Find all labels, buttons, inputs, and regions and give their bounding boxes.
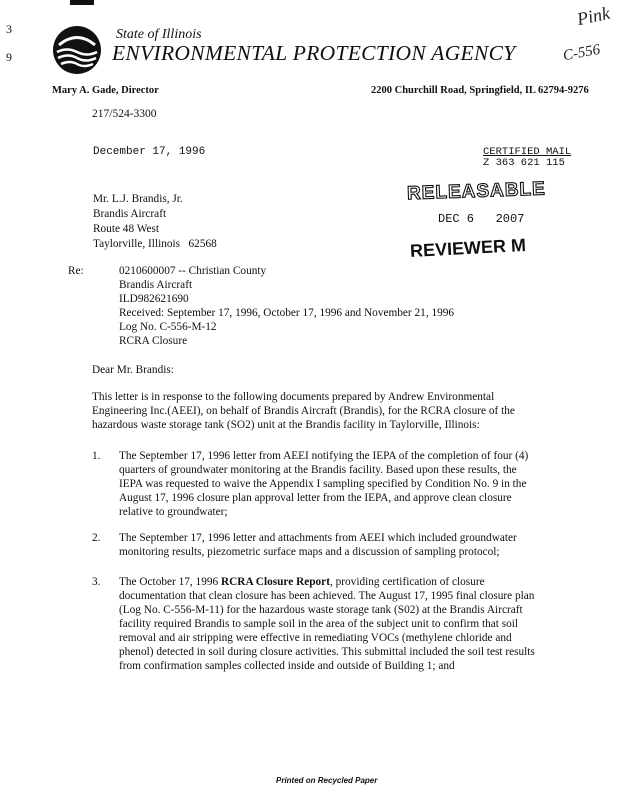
letter-date: December 17, 1996 (93, 146, 206, 158)
item-text (119, 531, 517, 559)
agency-address: 2200 Churchill Road, Springfield, IL 62794-9276 (371, 85, 589, 96)
item-line: documentation that clean closure has been achieved. The August 17, 1995 final closure plan (119, 590, 535, 602)
item-line: IEPA was requested to waive the Appendix I sampling specified by Condition No. 9 in the (119, 478, 527, 490)
item-line: (Log No. C-556-M-11) for the hazardous waste storage tank (S02) at the Brandis Aircraft (119, 604, 523, 616)
item-line: The September 17, 1996 letter and attachments from AEEI which included groundwater (119, 532, 517, 544)
recipient-line: Mr. L.J. Brandis, Jr. (93, 193, 183, 205)
re-line: Log No. C-556-M-12 (119, 321, 217, 333)
certified-mail-number: Z 363 621 115 (483, 157, 565, 169)
agency-logo-icon (52, 25, 102, 75)
handwritten-code: C-556 (561, 41, 602, 65)
recipient-address (93, 192, 217, 252)
item-number: 1. (92, 450, 101, 462)
re-block (119, 264, 454, 348)
director-name: Mary A. Gade, Director (52, 85, 159, 96)
re-line: RCRA Closure (119, 335, 188, 347)
phone-number: 217/524-3300 (92, 108, 157, 120)
recipient-line: Taylorville, Illinois 62568 (93, 238, 217, 250)
item-line: removal and air stripping were effective in remediating VOCs (methylene chloride and (119, 632, 512, 644)
item-line (119, 575, 535, 589)
re-label: Re: (68, 265, 84, 277)
recipient-line: Brandis Aircraft (93, 208, 167, 220)
item-line-suffix: , providing certification of closure (329, 576, 485, 588)
item-line: August 17, 1996 closure plan approval letter from the IEPA, and approve clean closure (119, 492, 512, 504)
item-line: from confirmation samples collected inside and outside of Building 1; and (119, 660, 455, 672)
item-line: quarters of groundwater monitoring at the Brandis facility. Based upon these results, the (119, 464, 517, 476)
re-line: Received: September 17, 1996, October 17, 1996 and November 21, 1996 (119, 307, 455, 319)
intro-line: hazardous waste storage tank (SO2) unit at the Brandis facility in Taylorville, Illinois: (92, 419, 480, 431)
top-edge-mark (70, 0, 94, 5)
re-line: ILD982621690 (119, 293, 189, 305)
item-line: facility required Brandis to sample soil in the area of the subject unit to confirm that soil (119, 618, 519, 630)
re-line: Brandis Aircraft (119, 279, 193, 291)
item-line: phenol) detected in soil during closure activities. This submittal included the soil test results (119, 646, 535, 658)
state-label: State of Illinois (116, 27, 202, 42)
item-text (119, 449, 528, 519)
agency-name: ENVIRONMENTAL PROTECTION AGENCY (112, 41, 516, 65)
stamp-date: DEC 6 2007 (438, 212, 525, 226)
salutation: Dear Mr. Brandis: (92, 364, 174, 376)
margin-mark: 3 (6, 22, 12, 36)
footer-recycled: Printed on Recycled Paper (276, 776, 378, 785)
item-line: relative to groundwater; (119, 506, 228, 518)
handwritten-note: Pink (575, 2, 612, 30)
intro-line: Engineering Inc.(AEEI), on behalf of Brandis Aircraft (Brandis), for the RCRA closure of the (92, 405, 515, 417)
item-number: 3. (92, 576, 101, 588)
intro-paragraph (92, 390, 515, 432)
certified-mail-label: CERTIFIED MAIL (483, 146, 572, 158)
recipient-line: Route 48 West (93, 223, 160, 235)
releasable-stamp: RELEASABLE (406, 178, 547, 205)
item-number: 2. (92, 532, 101, 544)
report-title: RCRA Closure Report (220, 576, 330, 588)
re-line: 0210600007 -- Christian County (119, 265, 267, 277)
item-text (119, 575, 535, 673)
item-line: monitoring results, piezometric surface maps and a discussion of sampling protocol; (119, 546, 500, 558)
item-line: The September 17, 1996 letter from AEEI notifying the IEPA of the completion of four (4) (119, 450, 529, 462)
margin-mark: 9 (6, 50, 12, 64)
reviewer-stamp: REVIEWER M (409, 234, 527, 262)
item-line-prefix: The October 17, 1996 (119, 576, 221, 588)
intro-line: This letter is in response to the following documents prepared by Andrew Environmental (92, 391, 495, 403)
